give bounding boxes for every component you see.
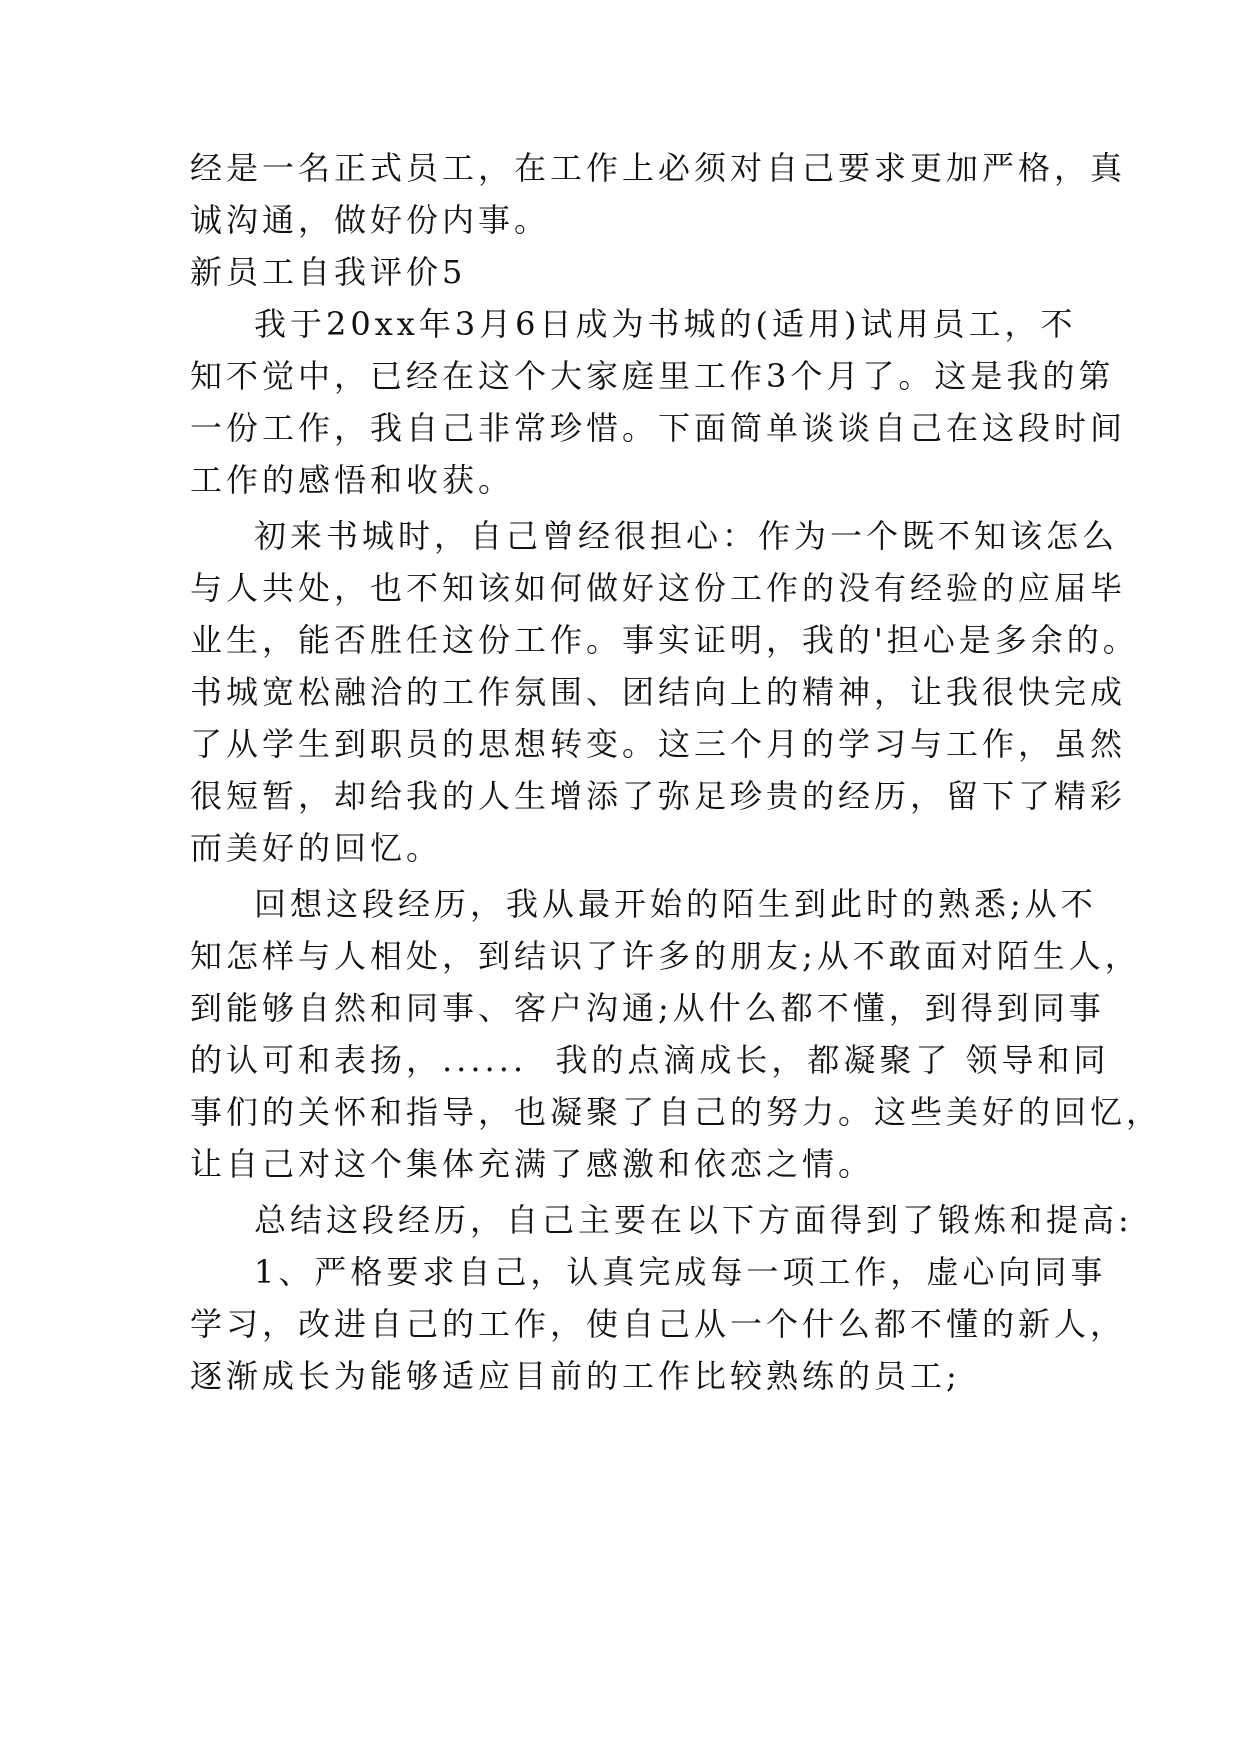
body-text-line: 我于20xx年3月6日成为书城的(适用)试用员工，不 bbox=[254, 305, 1077, 343]
body-text-line: 知不觉中，已经在这个大家庭里工作3个月了。这是我的第 bbox=[190, 357, 1115, 395]
body-text-line: 业生，能否胜任这份工作。事实证明，我的'担心是多余的。 bbox=[190, 621, 1139, 659]
body-text-line: 而美好的回忆。 bbox=[190, 829, 443, 867]
body-text-line: 很短暂，却给我的人生增添了弥足珍贵的经历，留下了精彩 bbox=[190, 777, 1127, 815]
body-text-line: 事们的关怀和指导，也凝聚了自己的努力。这些美好的回忆， bbox=[190, 1093, 1163, 1131]
body-text-line: 一份工作，我自己非常珍惜。下面简单谈谈自己在这段时间 bbox=[190, 409, 1127, 447]
body-text-line: 书城宽松融洽的工作氛围、团结向上的精神，让我很快完成 bbox=[190, 673, 1127, 711]
body-text-line: 让自己对这个集体充满了感激和依恋之情。 bbox=[190, 1145, 875, 1183]
body-text-line: 经是一名正式员工，在工作上必须对自己要求更加严格，真 bbox=[190, 149, 1127, 187]
body-text-line: 回想这段经历，我从最开始的陌生到此时的熟悉;从不 bbox=[254, 885, 1097, 923]
body-text-line: 到能够自然和同事、客户沟通;从什么都不懂，到得到同事 bbox=[190, 989, 1105, 1027]
body-text-line: 与人共处，也不知该如何做好这份工作的没有经验的应届毕 bbox=[190, 569, 1127, 607]
body-text-line: 初来书城时，自己曾经很担心：作为一个既不知该怎么 bbox=[254, 517, 1119, 555]
list-item-text: 逐渐成长为能够适应目前的工作比较熟练的员工; bbox=[190, 1357, 961, 1395]
body-text-line: 诚沟通，做好份内事。 bbox=[190, 201, 551, 239]
body-text-line: 了从学生到职员的思想转变。这三个月的学习与工作，虽然 bbox=[190, 725, 1127, 763]
body-text-line: 工作的感悟和收获。 bbox=[190, 461, 515, 499]
list-item-text: 1、严格要求自己，认真完成每一项工作，虚心向同事 bbox=[254, 1253, 1107, 1291]
body-text-line: 的认可和表扬，...... 我的点滴成长，都凝聚了 领导和同 bbox=[190, 1041, 1110, 1079]
list-item-text: 学习，改进自己的工作，使自己从一个什么都不懂的新人， bbox=[190, 1305, 1127, 1343]
section-heading: 新员工自我评价5 bbox=[190, 253, 467, 291]
body-text-line: 知怎样与人相处，到结识了许多的朋友;从不敢面对陌生人， bbox=[190, 937, 1141, 975]
body-text-line: 总结这段经历，自己主要在以下方面得到了锻炼和提高: bbox=[254, 1201, 1133, 1239]
